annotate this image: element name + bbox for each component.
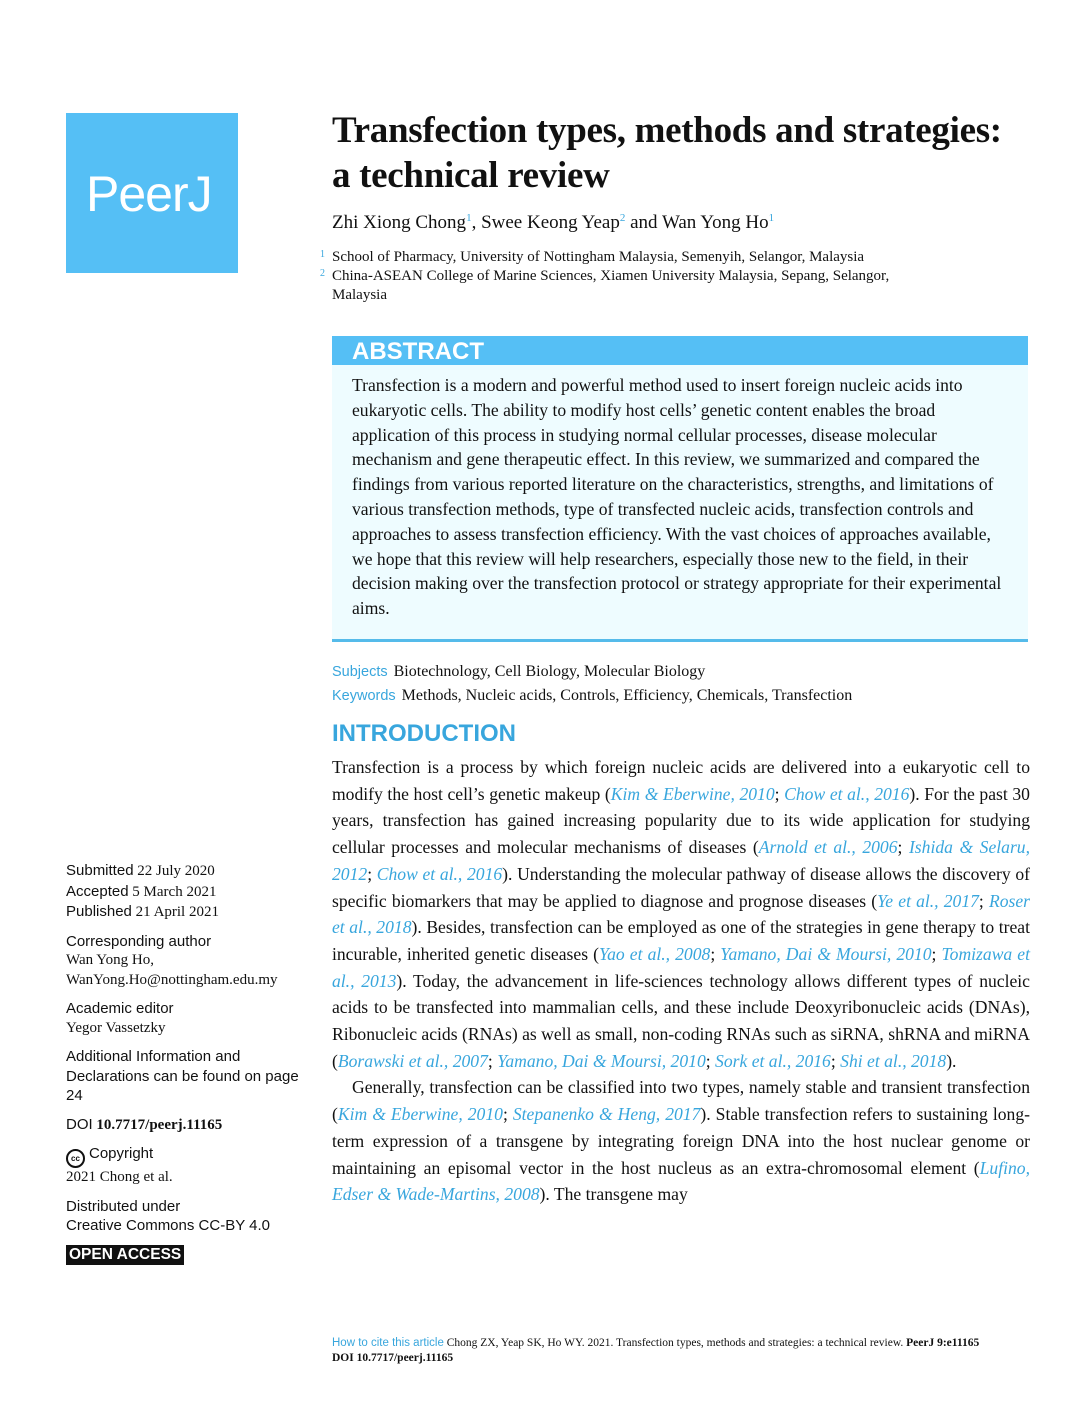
corresponding-author: Corresponding author Wan Yong Ho, WanYong.Ho@nottingham.edu.my: [66, 932, 306, 991]
affiliation-marker: 2: [619, 212, 626, 224]
citation-link[interactable]: Lufino, Edser & Wade-Martins, 2008: [332, 1157, 1030, 1205]
author: Swee Keong Yeap: [481, 212, 620, 233]
additional-info: Additional Information and Declarations can be found on page 24: [66, 1048, 299, 1104]
submitted-line: Submitted 22 July 2020: [66, 862, 215, 879]
academic-editor: Academic editor Yegor Vassetzky: [66, 1000, 174, 1036]
citation-link[interactable]: Arnold et al., 2006: [758, 837, 898, 858]
citation-link[interactable]: Stepanenko & Heng, 2017: [512, 1104, 701, 1125]
open-access-badge: OPEN ACCESS: [66, 1245, 184, 1265]
keywords-line: [332, 684, 852, 708]
citation-link[interactable]: Yamano, Dai & Moursi, 2010: [497, 1050, 706, 1071]
abstract-heading: ABSTRACT: [332, 336, 1028, 365]
paragraph: Transfection is a process by which foreign nucleic acids are delivered into a eukaryotic cell to modify the host cell’s genetic makeup (Kim & Eberwine, 2010; Chow et al., 2016). For the past 30 years, transfection has gained increasing popularity due to its wide application for studying cellular processes and molecular mechanisms of diseases (Arnold et al., 2006; Ishida & Selaru, 2012; Chow et al., 2016). Understanding the molecular pathway of disease allows the discovery of specific biomarkers that may be applied to diagnose and prognose diseases (Ye et al., 2017; Roser et al., 2018). Besides, transfection can be employed as one of the strategies in gene therapy to treat incurable, inherited genetic diseases (Yao et al., 2008; Yamano, Dai & Moursi, 2010; Tomizawa et al., 2013). Today, the advancement in life-sciences technology allows different types of nucleic acids to be transfected into mammalian cells, and these include Deoxyribonucleic acids (DNAs), Ribonucleic acids (RNAs) as well as small, non-coding RNAs such as siRNA, shRNA and miRNA (Borawski et al., 2007; Yamano, Dai & Moursi, 2010; Sork et al., 2016; Shi et al., 2018).: [332, 757, 1031, 1071]
citation-link[interactable]: Ye et al., 2017: [877, 890, 979, 911]
author: Wan Yong Ho: [661, 212, 769, 233]
affiliation-item: 2 China-ASEAN College of Marine Sciences, Xiamen University Malaysia, Sepang, Selangor, Malaysia: [320, 268, 890, 303]
creative-commons-icon: cc: [66, 1149, 85, 1168]
keywords-value: Methods, Nucleic acids, Controls, Efficiency, Chemicals, Transfection: [401, 687, 853, 704]
peerj-logo: [66, 113, 238, 273]
subjects-keywords: [332, 660, 852, 708]
published-line: Published 21 April 2021: [66, 903, 219, 920]
introduction-body: [332, 754, 1030, 1208]
citation-link[interactable]: Sork et al., 2016: [715, 1050, 831, 1071]
author-list: Zhi Xiong Chong$^1$, Swee Keong Yeap$^2$ and Wan Yong Ho$^1$: [332, 212, 775, 233]
copyright: cc Copyright 2021 Chong et al.: [66, 1145, 173, 1185]
affiliations: [320, 248, 960, 305]
citation-footer: How to cite this article Chong ZX, Yeap SK, Ho WY. 2021. Transfection types, methods and strategies: a technical review. PeerJ 9:e11165 DOI 10.7717/peerj.11165: [332, 1336, 1052, 1366]
citation-link[interactable]: Tomizawa et al., 2013: [332, 943, 1030, 991]
paragraph: Generally, transfection can be classified into two types, namely stable and transient transfection (Kim & Eberwine, 2010; Stepanenko & Heng, 2017). Stable transfection refers to sustaining long-term expression of a transgene by integrating foreign DNA into the host nuclear genome or maintaining an episomal vector in the host nucleus as an extra-chromosomal element (Lufino, Edser & Wade-Martins, 2008). The transgene may: [332, 1077, 1030, 1205]
citation-link[interactable]: Borawski et al., 2007: [337, 1050, 488, 1071]
citation-link[interactable]: Yamano, Dai & Moursi, 2010: [720, 943, 932, 964]
affiliation-marker: 1: [466, 212, 472, 224]
subjects-line: [332, 660, 852, 684]
abstract-text: Transfection is a modern and powerful method used to insert foreign nucleic acids into eukaryotic cells. The ability to modify host cells’ genetic content enables the broad application of this process in studying normal cellular processes, disease molecular mechanism and gene therapeutic effect. In this review, we summarized and compared the findings from various reported literature on the characteristics, strengths, and limitations of various transfection methods, type of transfected nucleic acids, transfection controls and approaches to assess transfection efficiency. With the vast choices of approaches available, we hope that this review will help researchers, especially those new to the field, in their decision making over the transfection protocol or strategy appropriate for their experimental aims.: [352, 375, 1002, 619]
article-title: Transfection types, methods and strategies: a technical review: [332, 110, 1002, 196]
keywords-label: Keywords: [332, 688, 396, 704]
citation-link[interactable]: Kim & Eberwine, 2010: [610, 783, 775, 804]
introduction-heading: INTRODUCTION: [332, 720, 516, 747]
accepted-line: Accepted 5 March 2021: [66, 882, 217, 900]
citation-link[interactable]: Ishida & Selaru, 2012: [332, 837, 1030, 884]
affiliation-item: 1 School of Pharmacy, University of Nottingham Malaysia, Semenyih, Selangor, Malaysia: [320, 249, 865, 265]
subjects-label: Subjects: [332, 664, 388, 680]
license: Distributed under Creative Commons CC-BY 4.0: [66, 1197, 270, 1234]
citation-link[interactable]: Roser et al., 2018: [332, 890, 1031, 938]
doi-link[interactable]: 10.7717/peerj.11165: [96, 1116, 223, 1133]
author: Zhi Xiong Chong: [332, 212, 467, 233]
abstract-section: [332, 336, 1028, 642]
citation-link[interactable]: Chow et al., 2016: [784, 783, 910, 804]
citation-link[interactable]: Shi et al., 2018: [840, 1050, 947, 1071]
article-history: [66, 861, 306, 1245]
corresponding-email[interactable]: WanYong.Ho@nottingham.edu.my: [66, 971, 278, 988]
doi-line: DOI 10.7717/peerj.11165: [66, 1115, 223, 1133]
cite-label: How to cite this article: [332, 1337, 444, 1349]
subjects-value: Biotechnology, Cell Biology, Molecular Biology: [393, 663, 706, 680]
footer-doi[interactable]: DOI 10.7717/peerj.11165: [332, 1352, 454, 1364]
citation-link[interactable]: Chow et al., 2016: [376, 863, 503, 884]
affiliation-marker: 1: [768, 212, 775, 224]
logo-text: PeerJ: [86, 166, 212, 222]
citation-link[interactable]: Kim & Eberwine, 2010: [337, 1104, 503, 1125]
citation-link[interactable]: Yao et al., 2008: [598, 943, 711, 964]
